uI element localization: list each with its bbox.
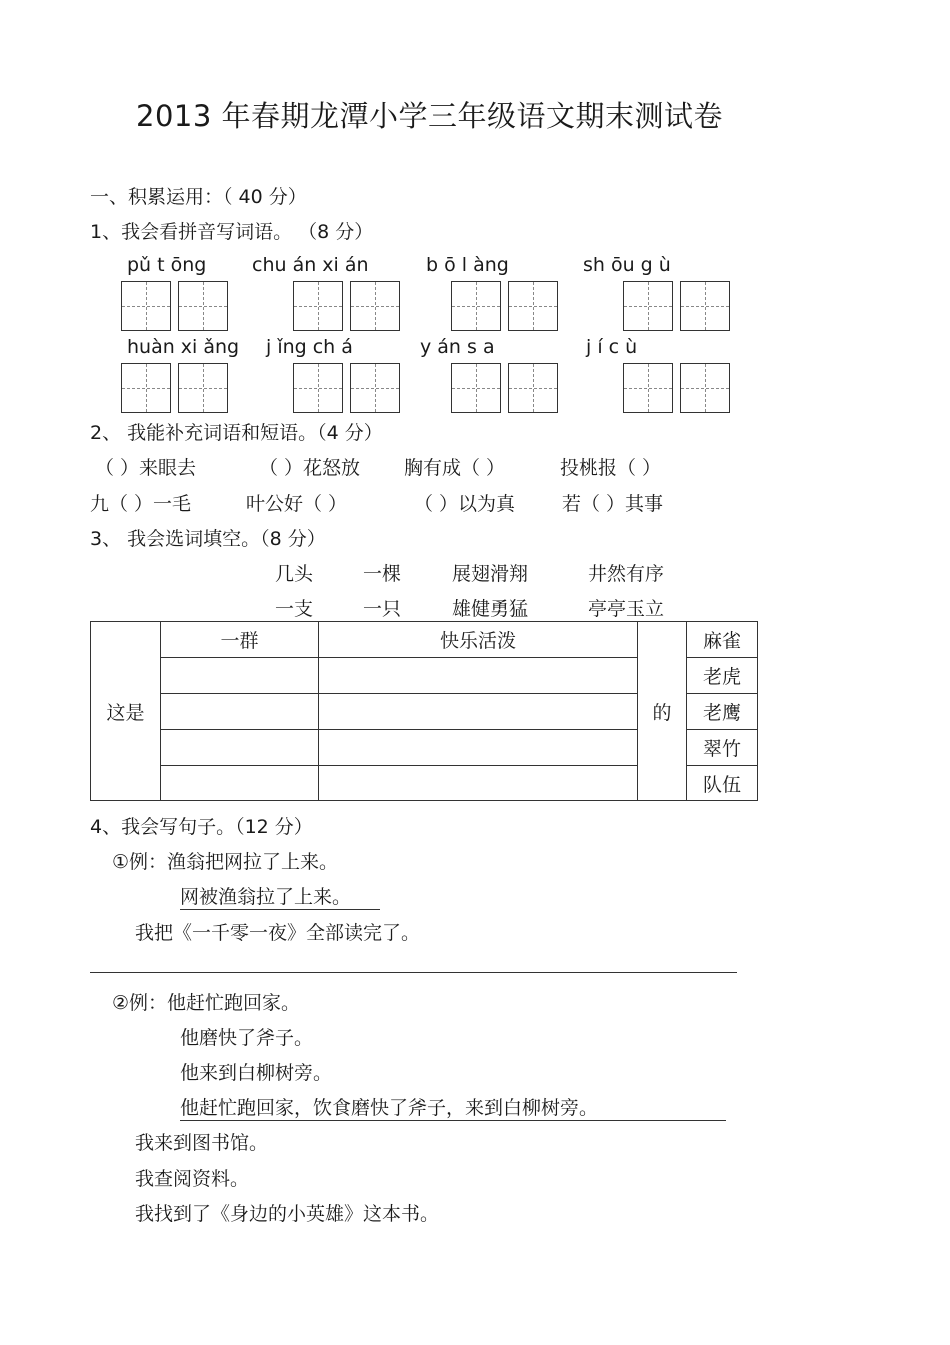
fill-blank-phrase[interactable]: （ ）以为真 [414, 493, 516, 515]
table-blank-cell[interactable] [160, 765, 319, 801]
table-middle-label: 的 [637, 621, 687, 801]
exercise-sentence: 我来到图书馆。 [135, 1132, 269, 1154]
table-noun-cell: 老虎 [686, 657, 758, 694]
pinyin-label: y án s a [420, 336, 495, 358]
table-blank-cell[interactable] [318, 657, 638, 694]
pinyin-label: chu án xi án [252, 254, 369, 276]
pinyin-label: b ō l àng [426, 254, 509, 276]
question-1-heading: 1、我会看拼音写词语。 （8 分） [90, 221, 374, 243]
pinyin-label: pǔ t ōng [127, 254, 207, 276]
question-4-heading: 4、我会写句子。（12 分） [90, 816, 313, 838]
word-option: 亭亭玉立 [588, 598, 665, 620]
writing-box[interactable] [121, 281, 171, 331]
fill-blank-phrase[interactable]: 胸有成（ ） [404, 457, 506, 479]
exercise-sentence: 我查阅资料。 [135, 1168, 250, 1190]
writing-box[interactable] [121, 363, 171, 413]
exercise-sentence: 我把《一千零一夜》全部读完了。 [135, 922, 421, 944]
table-noun-cell: 翠竹 [686, 729, 758, 766]
table-blank-cell[interactable] [160, 693, 319, 730]
fill-blank-phrase[interactable]: 若（ ）其事 [562, 493, 664, 515]
writing-box[interactable] [293, 281, 343, 331]
example-answer: 网被渔翁拉了上来。 [180, 882, 380, 910]
word-option: 一棵 [363, 563, 402, 585]
table-cell: 一群 [160, 621, 319, 658]
fill-blank-phrase[interactable]: 叶公好（ ） [246, 493, 348, 515]
word-option: 雄健勇猛 [452, 598, 529, 620]
writing-box[interactable] [178, 281, 228, 331]
pinyin-label: j ǐng ch á [266, 336, 353, 358]
fill-blank-phrase[interactable]: 投桃报（ ） [560, 457, 662, 479]
pinyin-label: j í c ù [586, 336, 638, 358]
writing-box[interactable] [451, 281, 501, 331]
writing-box[interactable] [508, 281, 558, 331]
example-sentence: 他来到白柳树旁。 [180, 1062, 333, 1084]
table-blank-cell[interactable] [160, 657, 319, 694]
page-title: 2013 年春期龙潭小学三年级语文期末测试卷 [136, 99, 724, 133]
writing-box[interactable] [680, 363, 730, 413]
pinyin-label: sh ōu g ù [583, 254, 671, 276]
writing-box[interactable] [508, 363, 558, 413]
table-noun-cell: 队伍 [686, 765, 758, 801]
table-blank-cell[interactable] [318, 765, 638, 801]
question-3-heading: 3、 我会选词填空。（8 分） [90, 528, 326, 550]
word-option: 一支 [275, 598, 314, 620]
table-left-label: 这是 [90, 621, 161, 801]
writing-box[interactable] [623, 363, 673, 413]
example-sentence: ①例：渔翁把网拉了上来。 [112, 851, 339, 873]
writing-box[interactable] [178, 363, 228, 413]
word-option: 几头 [275, 563, 314, 585]
table-blank-cell[interactable] [318, 729, 638, 766]
writing-box[interactable] [350, 363, 400, 413]
section-heading: 一、积累运用：（ 40 分） [90, 186, 307, 208]
pinyin-label: huàn xi ǎng [127, 336, 240, 358]
table-blank-cell[interactable] [160, 729, 319, 766]
answer-line[interactable] [90, 972, 737, 973]
fill-blank-phrase[interactable]: （ ）花怒放 [259, 457, 361, 479]
question-2-heading: 2、 我能补充词语和短语。（4 分） [90, 422, 383, 444]
writing-box[interactable] [350, 281, 400, 331]
table-noun-cell: 老鹰 [686, 693, 758, 730]
writing-box[interactable] [293, 363, 343, 413]
example-answer: 他赶忙跑回家，饮食磨快了斧子，来到白柳树旁。 [180, 1093, 726, 1121]
fill-blank-phrase[interactable]: （ ）来眼去 [95, 457, 197, 479]
writing-box[interactable] [451, 363, 501, 413]
table-noun-cell: 麻雀 [686, 621, 758, 658]
word-option: 一只 [363, 598, 402, 620]
word-option: 井然有序 [588, 563, 665, 585]
example-sentence: ②例：他赶忙跑回家。 [112, 992, 301, 1014]
writing-box[interactable] [623, 281, 673, 331]
exercise-sentence: 我找到了《身边的小英雄》这本书。 [135, 1203, 440, 1225]
writing-box[interactable] [680, 281, 730, 331]
table-cell: 快乐活泼 [318, 621, 638, 658]
word-option: 展翅滑翔 [452, 563, 529, 585]
fill-blank-phrase[interactable]: 九（ ）一毛 [90, 493, 192, 515]
example-sentence: 他磨快了斧子。 [180, 1027, 314, 1049]
table-blank-cell[interactable] [318, 693, 638, 730]
